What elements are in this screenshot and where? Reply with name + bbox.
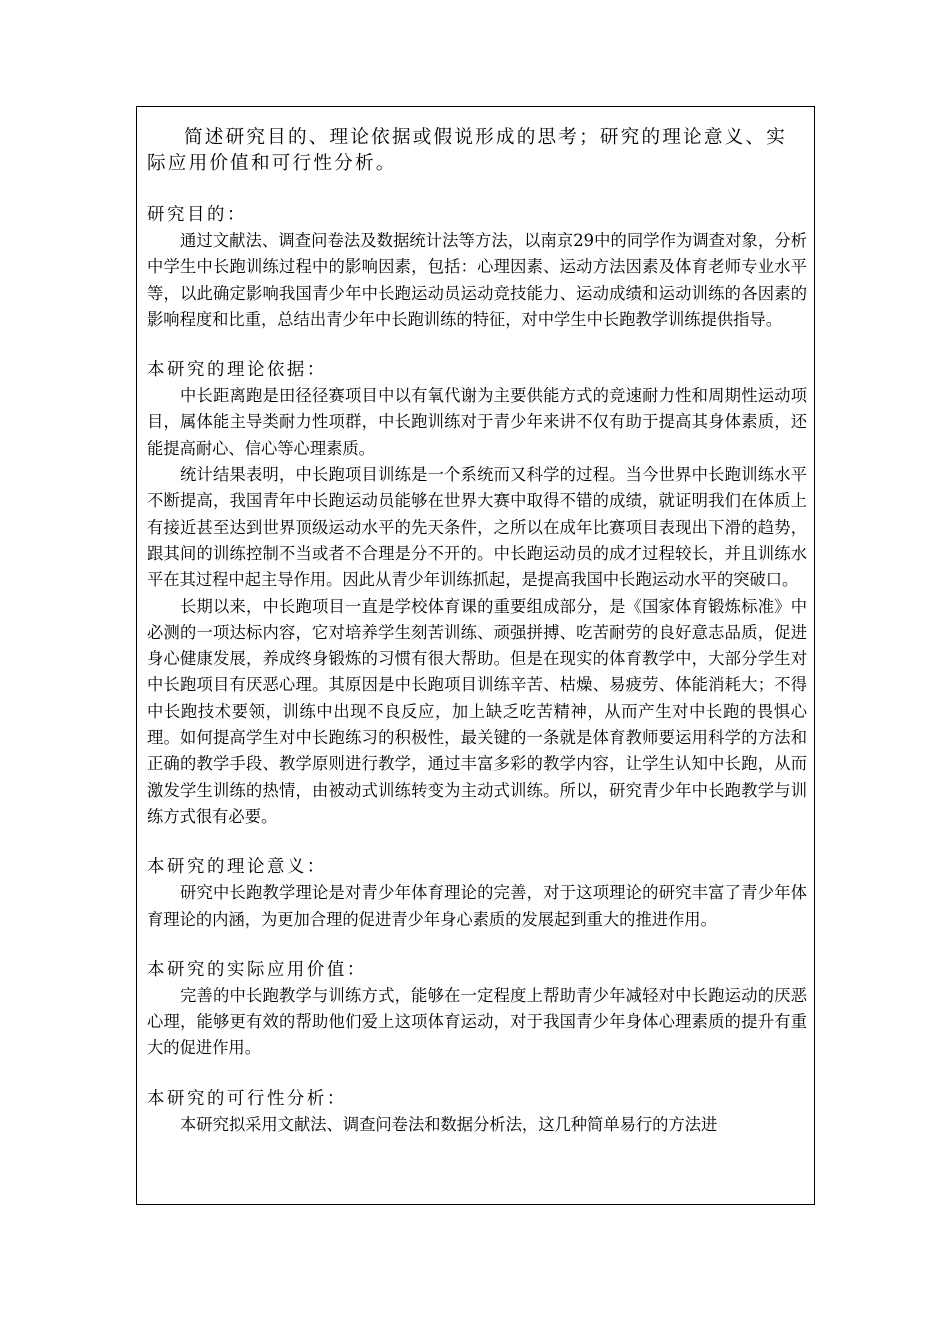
paragraph: 长期以来，中长跑项目一直是学校体育课的重要组成部分，是《国家体育锻炼标准》中必测的一项达标内容，它对培养学生刻苦训练、顽强拼搏、吃苦耐劳的良好意志品质，促进身心健康发展，养成终身锻炼的习惯有很大帮助。但是在现实的体育教学中，大部分学生对中长跑项目有厌恶心理。其原因是中长跑项目训练辛苦、枯燥、易疲劳、体能消耗大；不得中长跑技术要领，训练中出现不良反应，加上缺乏吃苦精神，从而产生对中长跑的畏惧心理。如何提高学生对中长跑练习的积极性，最关键的一条就是体育教师要运用科学的方法和正确的教学手段、教学原则进行教学，通过丰富多彩的教学内容，让学生认知中长跑，从而激发学生训练的热情，由被动式训练转变为主动式训练。所以，研究青少年中长跑教学与训练方式很有必要。 (147, 596, 807, 826)
section-purpose (147, 203, 807, 333)
paragraph: 完善的中长跑教学与训练方式，能够在一定程度上帮助青少年减轻对中长跑运动的厌恶心理，能够更有效的帮助他们爱上这项体育运动，对于我国青少年身体心理素质的提升有重大的促进作用。 (147, 985, 807, 1058)
paragraph: 研究中长跑教学理论是对青少年体育理论的完善，对于这项理论的研究丰富了青少年体育理论的内涵，为更加合理的促进青少年身心素质的发展起到重大的推进作用。 (147, 883, 807, 929)
paragraph: 中长距离跑是田径径赛项目中以有氧代谢为主要供能方式的竞速耐力性和周期性运动项目，属体能主导类耐力性项群，中长跑训练对于青少年来讲不仅有助于提高其身体素质，还能提高耐心、信心等心理素质。 (147, 386, 807, 458)
paragraph: 通过文献法、调查问卷法及数据统计法等方法，以南京29中的同学作为调查对象，分析中学生中长跑训练过程中的影响因素，包括：心理因素、运动方法因素及体育老师专业水平等，以此确定影响我国青少年中长跑运动员运动竞技能力、运动成绩和运动训练的各因素的影响程度和比重，总结出青少年中长跑训练的特征，对中学生中长跑教学训练提供指导。 (147, 231, 807, 329)
section-theoretical-basis (147, 358, 807, 830)
intro-prompt: 简述研究目的、理论依据或假说形成的思考；研究的理论意义、实际应用价值和可行性分析。 (147, 127, 788, 174)
content-table-cell (136, 106, 815, 1205)
section-heading: 本研究的可行性分析： (147, 1088, 347, 1109)
section-heading: 研究目的： (147, 205, 247, 225)
section-heading: 本研究的实际应用价值： (147, 959, 367, 980)
section-heading: 本研究的理论依据： (147, 360, 327, 381)
section-heading: 本研究的理论意义： (147, 857, 327, 878)
section-feasibility (147, 1087, 807, 1138)
section-application-value (147, 958, 807, 1062)
paragraph: 统计结果表明，中长跑项目训练是一个系统而又科学的过程。当今世界中长跑训练水平不断提高，我国青年中长跑运动员能够在世界大赛中取得不错的成绩，就证明我们在体质上有接近甚至达到世界顶级运动水平的先天条件，之所以在成年比赛项目表现出下滑的趋势，跟其间的训练控制不当或者不合理是分不开的。中长跑运动员的成才过程较长，并且训练水平在其过程中起主导作用。因此从青少年训练抓起，是提高我国中长跑运动水平的突破口。 (147, 465, 807, 590)
paragraph: 本研究拟采用文献法、调查问卷法和数据分析法，这几种简单易行的方法进 (180, 1114, 718, 1134)
section-theoretical-significance (147, 855, 807, 933)
document-body (147, 125, 807, 1138)
